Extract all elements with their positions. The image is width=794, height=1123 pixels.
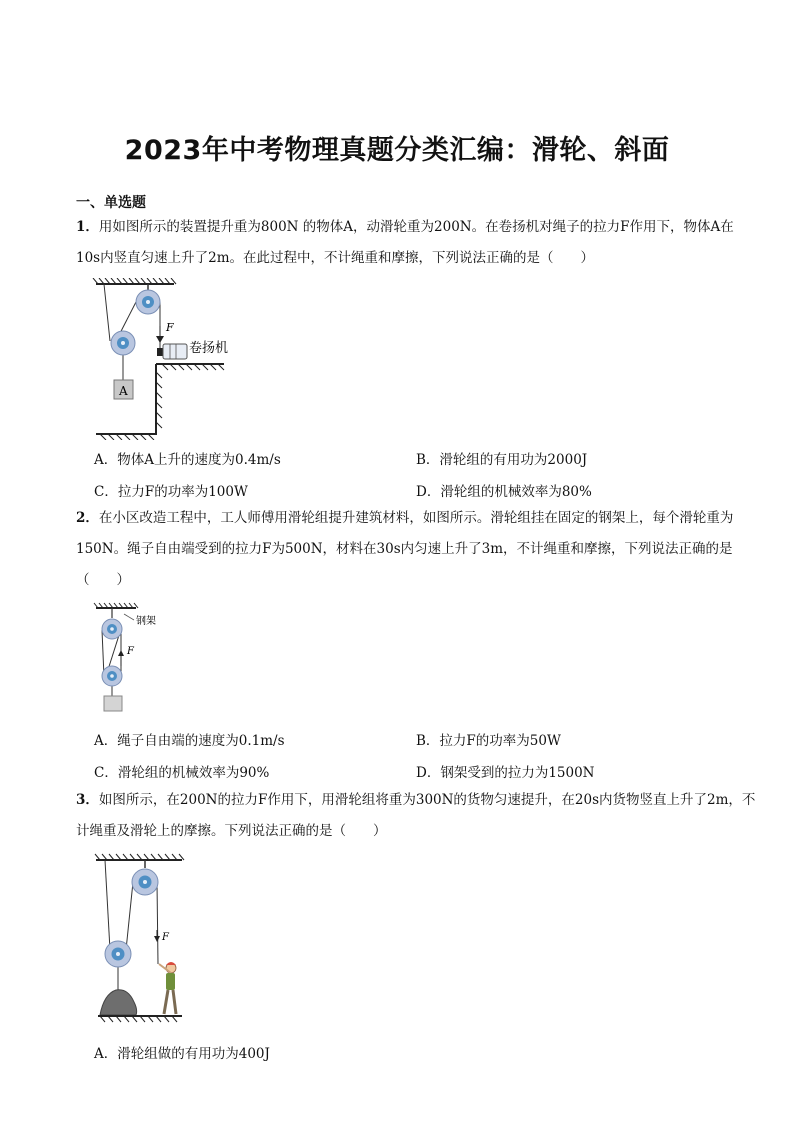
block-label: A (119, 384, 128, 398)
option-2c[interactable]: C．滑轮组的机械效率为90% (94, 765, 270, 781)
question-text: 在小区改造工程中，工人师傅用滑轮组提升建筑材料，如图所示。滑轮组挂在固定的钢架上，每个滑轮重为150N。绳子自由端受到的拉力F为500N，材料在30s内匀速上升了3m，不计绳重和摩擦，下列说法正确的是（ ） (76, 510, 734, 588)
section-heading: 一、单选题 (76, 195, 146, 211)
question-1 (76, 212, 756, 274)
force-label: F (127, 646, 134, 657)
page-title: 2023年中考物理真题分类汇编：滑轮、斜面 (124, 135, 670, 166)
option-1a[interactable]: A．物体A上升的速度为0.4m/s (94, 452, 281, 468)
option-1c[interactable]: C．拉力F的功率为100W (94, 484, 248, 500)
option-3a[interactable]: A．滑轮组做的有用功为400J (94, 1046, 270, 1062)
option-2d[interactable]: D．钢架受到的拉力为1500N (416, 765, 595, 781)
question-text: 如图所示，在200N的拉力F作用下，用滑轮组将重为300N的货物匀速提升，在20s内货物竖直上升了2m，不计绳重及滑轮上的摩擦。下列说法正确的是（ ） (76, 792, 756, 839)
winch-label: 卷扬机 (189, 341, 229, 356)
question-number: 1． (76, 219, 99, 235)
question-2 (76, 503, 756, 596)
option-2a[interactable]: A．绳子自由端的速度为0.1m/s (94, 733, 285, 749)
force-label: F (166, 321, 174, 334)
frame-label: 钢架 (136, 616, 156, 627)
question-3 (76, 785, 756, 847)
option-2b[interactable]: B．拉力F的功率为50W (416, 733, 561, 749)
figure-3-pulley-worker (92, 852, 187, 1028)
question-number: 3． (76, 792, 99, 808)
figure-2-pulley-frame (92, 600, 182, 718)
option-1d[interactable]: D．滑轮组的机械效率为80% (416, 484, 592, 500)
force-label: F (162, 932, 169, 943)
option-1b[interactable]: B．滑轮组的有用功为2000J (416, 452, 588, 468)
figure-1-pulley-winch (90, 278, 250, 440)
question-number: 2． (76, 510, 99, 526)
question-text: 用如图所示的装置提升重为800N 的物体A，动滑轮重为200N。在卷扬机对绳子的拉力F作用下，物体A在10s内竖直匀速上升了2m。在此过程中，不计绳重和摩擦，下列说法正确的是（ ） (76, 219, 734, 266)
